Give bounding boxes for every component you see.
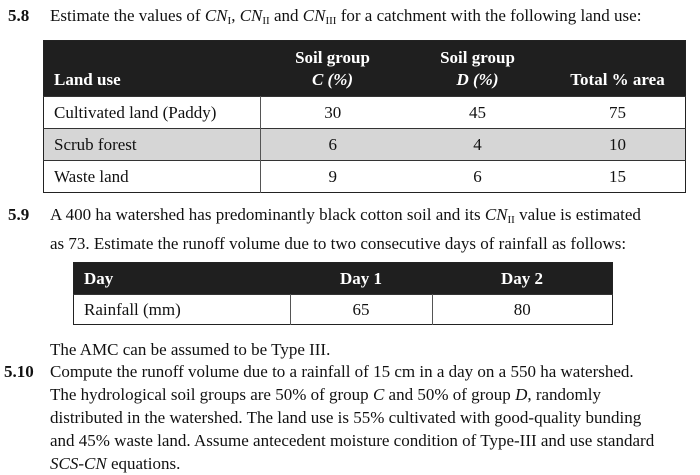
separator: , <box>231 6 240 25</box>
cn-symbol: CN <box>484 205 508 224</box>
statement-text: for a catchment with the following land use: <box>336 6 642 25</box>
table-row <box>74 295 613 325</box>
header-total-area: Total % area <box>550 41 686 97</box>
header-day-1: Day 1 <box>290 263 432 295</box>
statement-text: , randomly <box>527 385 601 404</box>
cell-soil-c: 9 <box>260 161 405 193</box>
statement-line <box>50 383 695 406</box>
statement-text: equations. <box>106 454 181 473</box>
header-land-use: Land use <box>44 41 261 97</box>
table-header-row <box>74 263 613 295</box>
land-use-table <box>43 40 686 193</box>
cell-total: 15 <box>550 161 686 193</box>
statement-line <box>50 203 690 232</box>
statement-text: and 50% of group <box>384 385 516 404</box>
problem-number-5-9: 5.9 <box>8 205 30 224</box>
header-line: Soil group <box>440 47 515 67</box>
cell-soil-d: 6 <box>405 161 550 193</box>
header-day-2: Day 2 <box>432 263 613 295</box>
header-line: C (%) <box>311 69 354 89</box>
cell-soil-d: 4 <box>405 129 550 161</box>
problem-5-8-statement <box>50 4 641 33</box>
scs-cn-term: SCS-CN <box>50 454 107 473</box>
table-row <box>44 161 686 193</box>
statement-text: The hydrological soil groups are 50% of group <box>50 385 373 404</box>
statement-line <box>50 452 695 475</box>
cell-total: 10 <box>550 129 686 161</box>
statement-text: value is estimated <box>514 205 641 224</box>
header-line: Soil group <box>295 47 370 67</box>
cn-subscript: II <box>262 15 270 27</box>
soil-group-symbol: C <box>372 385 385 404</box>
cell-total: 75 <box>550 97 686 129</box>
cn-subscript: II <box>507 214 515 226</box>
cn-subscript: III <box>325 15 337 27</box>
table-row <box>44 129 686 161</box>
statement-line: distributed in the watershed. The land use is 55% cultivated with good-quality bunding <box>50 408 642 427</box>
problem-5-9-statement <box>50 203 690 255</box>
header-soil-group-c <box>260 41 405 97</box>
header-line: D (%) <box>456 69 499 89</box>
cell-rainfall-day-2: 80 <box>432 295 613 325</box>
header-soil-group-d <box>405 41 550 97</box>
amc-note: The AMC can be assumed to be Type III. <box>50 340 331 359</box>
cell-land-use: Cultivated land (Paddy) <box>44 97 261 129</box>
cell-soil-d: 45 <box>405 97 550 129</box>
cell-land-use: Scrub forest <box>44 129 261 161</box>
table-header-row <box>44 41 686 97</box>
cn-symbol: CN <box>302 6 326 25</box>
cn-subscript: I <box>227 15 232 27</box>
statement-line: Compute the runoff volume due to a rainfall of 15 cm in a day on a 550 ha watershed. <box>50 362 634 381</box>
cell-rainfall-label: Rainfall (mm) <box>74 295 291 325</box>
soil-group-symbol: D <box>515 385 528 404</box>
cell-land-use: Waste land <box>44 161 261 193</box>
problem-number-5-8: 5.8 <box>8 6 30 25</box>
separator: and <box>269 6 303 25</box>
statement-text: A 400 ha watershed has predominantly black cotton soil and its <box>50 205 485 224</box>
cell-soil-c: 6 <box>260 129 405 161</box>
statement-line: as 73. Estimate the runoff volume due to two consecutive days of rainfall as follows: <box>50 234 627 253</box>
statement-text: Estimate the values of <box>50 6 205 25</box>
cn-symbol: CN <box>239 6 263 25</box>
cn-symbol: CN <box>204 6 228 25</box>
cell-rainfall-day-1: 65 <box>290 295 432 325</box>
header-day: Day <box>74 263 291 295</box>
problem-5-10-statement <box>50 360 695 475</box>
rainfall-table <box>73 262 613 325</box>
statement-line: and 45% waste land. Assume antecedent moisture condition of Type-III and use standard <box>50 431 655 450</box>
cell-soil-c: 30 <box>260 97 405 129</box>
problem-number-5-10: 5.10 <box>4 362 34 381</box>
table-row <box>44 97 686 129</box>
